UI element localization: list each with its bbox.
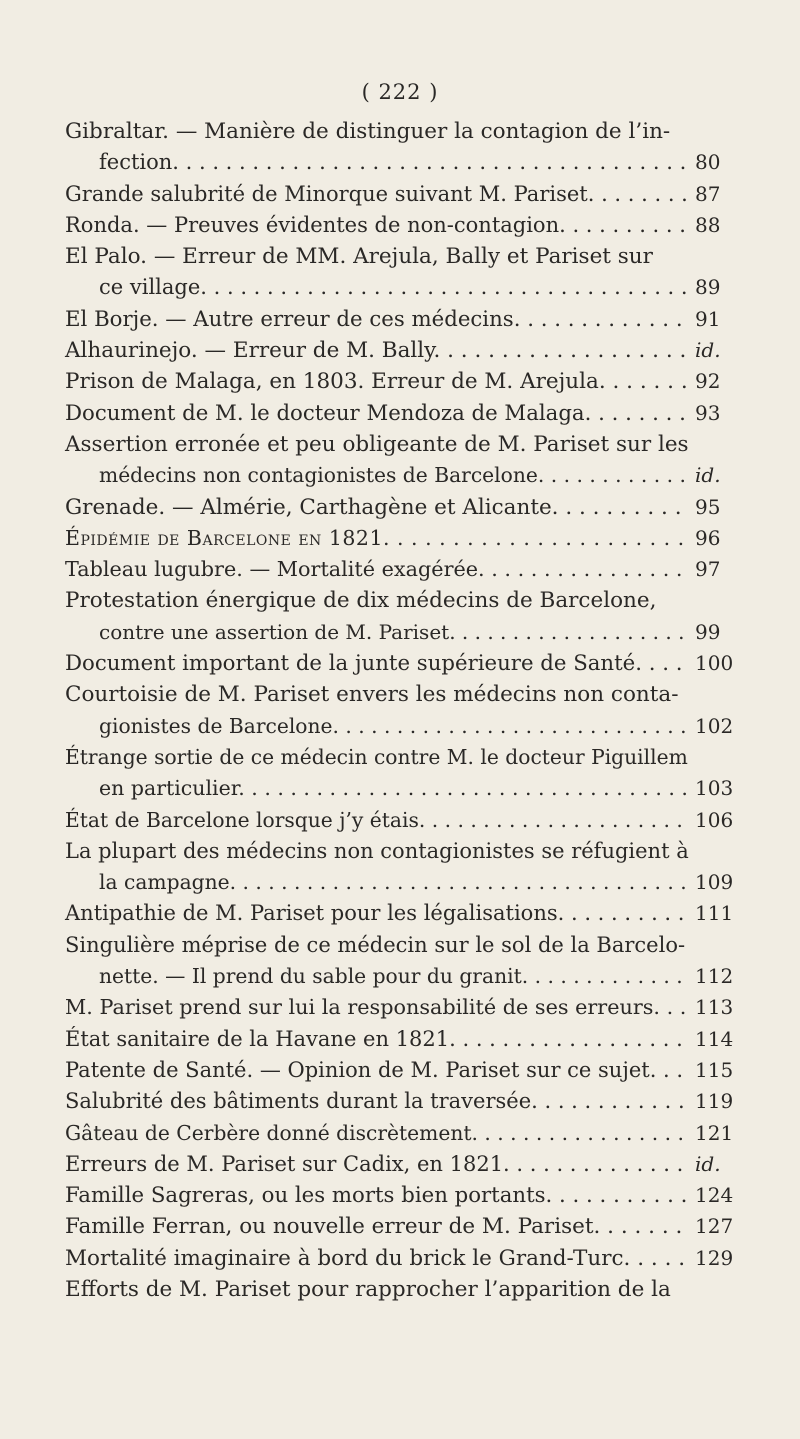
toc-entry-text: Assertion erronée et peu obligeante de M. Pariset sur les [65, 431, 689, 457]
toc-entry-text: Grenade. — Almérie, Carthagène et Alicante. . . . . . . . . . [65, 494, 682, 520]
toc-entry-text: El Borje. — Autre erreur de ces médecins. . . . . . . . . . . . . [65, 306, 683, 332]
toc-entry-text: fection. . . . . . . . . . . . . . . . . . . . . . . . . . . . . . . . . . . . . . . [99, 150, 687, 175]
toc-entry-page: 112 [695, 964, 734, 989]
toc-entry [65, 335, 759, 366]
toc-entry-page: 127 [695, 1214, 734, 1239]
toc-entry [65, 1211, 759, 1242]
toc-entry [65, 1243, 759, 1274]
toc-entry-page: 109 [695, 870, 734, 895]
toc-entry [65, 398, 759, 429]
toc-entry [65, 679, 759, 710]
toc-entry-text: Courtoisie de M. Pariset envers les médecins non conta- [65, 682, 679, 708]
toc-entry-page: 97 [695, 557, 721, 582]
toc-entry-text: Étrange sortie de ce médecin contre M. le docteur Piguillem [65, 744, 688, 769]
toc-entry-text: la campagne. . . . . . . . . . . . . . . . . . . . . . . . . . . . . . . . . . . . [99, 870, 687, 895]
toc-entry-text: La plupart des médecins non contagionistes se réfugient à [65, 838, 689, 863]
toc-entry [65, 179, 759, 210]
toc-entry [65, 1149, 759, 1180]
toc-entry-page: 106 [695, 807, 734, 832]
toc-entry [65, 711, 759, 742]
toc-entry-text: Mortalité imaginaire à bord du brick le Grand-Turc. . . . . [65, 1245, 686, 1271]
toc-entry-text: nette. — Il prend du sable pour du granit. . . . . . . . . . . . . [99, 964, 683, 989]
toc-entry [65, 147, 759, 178]
toc-entry-page: id. [695, 1151, 721, 1176]
toc-entry-page: 96 [695, 525, 721, 550]
toc-entry [65, 1086, 759, 1117]
toc-entry-text: M. Pariset prend sur lui la responsabilité de ses erreurs. . . [65, 995, 687, 1020]
toc-entry [65, 460, 759, 491]
toc-entry-text: Efforts de M. Pariset pour rapprocher l’apparition de la [65, 1276, 671, 1302]
toc-entry-page: id. [695, 463, 721, 488]
toc-entry [65, 617, 759, 648]
toc-entry-text: Famille Sagreras, ou les morts bien portants. . . . . . . . . . . [65, 1183, 688, 1209]
toc-entry-text: Document important de la junte supérieure de Santé. . . . [65, 651, 683, 677]
toc-entry [65, 366, 759, 397]
toc-entry-page: 100 [695, 651, 734, 676]
toc-entry-text: Grande salubrité de Minorque suivant M. Pariset. . . . . . . . [65, 181, 688, 206]
toc-entry-page: 99 [695, 619, 721, 644]
toc-entry-text: Antipathie de M. Pariset pour les légalisations. . . . . . . . . . [65, 901, 685, 926]
toc-entry-page: 95 [695, 494, 721, 519]
toc-entry-text: Document de M. le docteur Mendoza de Malaga. . . . . . . . [65, 400, 686, 426]
toc-entry [65, 773, 759, 804]
toc-entry-page: 119 [695, 1089, 734, 1114]
toc-entry [65, 210, 759, 241]
toc-entry-page: 102 [695, 713, 734, 738]
toc-entry [65, 304, 759, 335]
toc-entry-text: Tableau lugubre. — Mortalité exagérée. . . . . . . . . . . . . . . . [65, 557, 683, 582]
toc-entry-text: Protestation énergique de dix médecins de Barcelone, [65, 588, 657, 614]
toc-entry-page: 87 [695, 181, 721, 206]
toc-entry-page: 88 [695, 212, 721, 237]
toc-entry-page: 103 [695, 776, 734, 801]
toc-entry-text: État sanitaire de la Havane en 1821. . . . . . . . . . . . . . . . . . [65, 1026, 683, 1051]
toc-entry [65, 1118, 759, 1149]
toc-entry-text: Épidémie de Barcelone en 1821. . . . . . . . . . . . . . . . . . . . . . [65, 525, 685, 550]
toc-entry [65, 1024, 759, 1055]
toc-entry [65, 429, 759, 460]
toc-entry-text: Erreurs de M. Pariset sur Cadix, en 1821. . . . . . . . . . . . . . [65, 1151, 684, 1176]
toc-entry-page: id. [695, 338, 721, 363]
toc-entry-text: Salubrité des bâtiments durant la traversée. . . . . . . . . . . . [65, 1089, 685, 1114]
toc-entry-text: El Palo. — Erreur de MM. Arejula, Bally et Pariset sur [65, 244, 653, 270]
toc-entry-text: Gâteau de Cerbère donné discrètement. . . . . . . . . . . . . . . . . [65, 1120, 684, 1145]
toc-entry [65, 1274, 759, 1305]
toc-entry-page: 92 [695, 369, 721, 394]
toc-entry-page: 124 [695, 1183, 734, 1208]
toc-entry [65, 523, 759, 554]
toc-entry [65, 1055, 759, 1086]
toc-entry-text: gionistes de Barcelone. . . . . . . . . . . . . . . . . . . . . . . . . . . . [99, 713, 687, 738]
toc-entry [65, 836, 759, 867]
toc-entry-text: médecins non contagionistes de Barcelone. . . . . . . . . . . . [99, 463, 686, 488]
toc-entry-page: 115 [695, 1057, 734, 1082]
toc-entry [65, 867, 759, 898]
toc-entry [65, 898, 759, 929]
toc-entry-page: 114 [695, 1026, 734, 1051]
toc-entry-page: 121 [695, 1120, 734, 1145]
toc-entry-text: Prison de Malaga, en 1803. Erreur de M. Arejula. . . . . . . [65, 369, 688, 395]
toc-entry-page: 93 [695, 400, 721, 425]
toc-entry [65, 930, 759, 961]
toc-entry [65, 492, 759, 523]
table-of-contents [65, 116, 759, 1305]
toc-entry [65, 992, 759, 1023]
toc-entry [65, 961, 759, 992]
toc-entry-text: Singulière méprise de ce médecin sur le sol de la Barcelo- [65, 932, 686, 957]
toc-entry-page: 80 [695, 150, 721, 175]
toc-entry-text: Patente de Santé. — Opinion de M. Pariset sur ce sujet. . . [65, 1057, 684, 1082]
toc-entry-text: en particulier. . . . . . . . . . . . . . . . . . . . . . . . . . . . . . . . . . . [99, 776, 688, 801]
toc-entry-page: 91 [695, 306, 721, 331]
toc-entry [65, 241, 759, 272]
toc-entry-page: 113 [695, 995, 734, 1020]
toc-entry-text: État de Barcelone lorsque j’y étais. . . . . . . . . . . . . . . . . . . . . [65, 807, 683, 832]
toc-entry-text: contre une assertion de M. Pariset. . . . . . . . . . . . . . . . . . . [99, 619, 685, 644]
page-number-header: ( 222 ) [361, 80, 439, 104]
toc-entry-text: Alhaurinejo. — Erreur de M. Bally. . . . . . . . . . . . . . . . . . . [65, 338, 687, 364]
toc-entry [65, 585, 759, 616]
toc-entry [65, 1180, 759, 1211]
toc-entry [65, 116, 759, 147]
toc-entry-text: ce village. . . . . . . . . . . . . . . . . . . . . . . . . . . . . . . . . . . . . [99, 275, 688, 300]
toc-entry [65, 554, 759, 585]
toc-entry-page: 129 [695, 1245, 734, 1270]
toc-entry [65, 742, 759, 773]
toc-entry [65, 272, 759, 303]
toc-entry [65, 805, 759, 836]
toc-entry-text: Gibraltar. — Manière de distinguer la contagion de l’in- [65, 119, 671, 144]
toc-entry-text: Ronda. — Preuves évidentes de non-contagion. . . . . . . . . . [65, 212, 686, 237]
toc-entry-page: 111 [695, 901, 734, 926]
toc-entry-text: Famille Ferran, ou nouvelle erreur de M. Pariset. . . . . . . [65, 1214, 683, 1240]
toc-entry [65, 648, 759, 679]
toc-entry-page: 89 [695, 275, 721, 300]
